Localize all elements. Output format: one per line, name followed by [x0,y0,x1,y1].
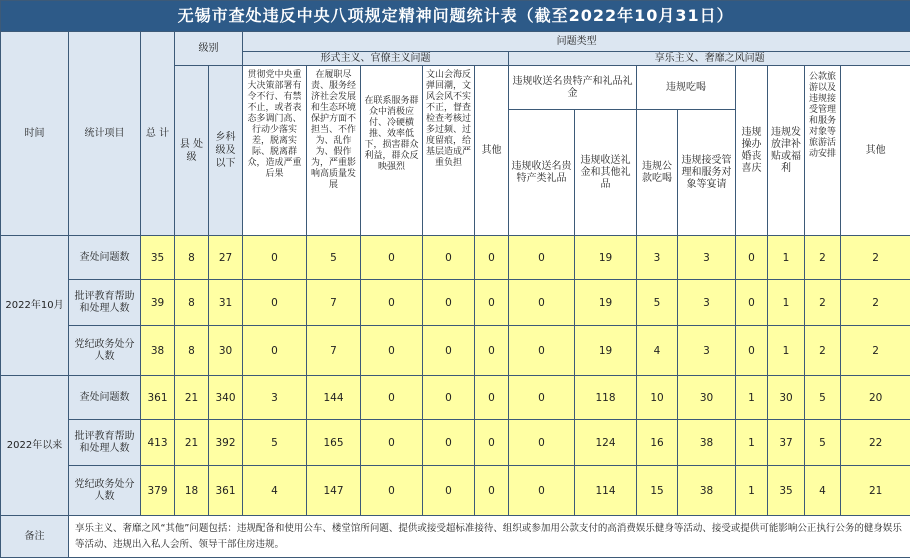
table-cell: 413 [141,420,175,466]
table-cell: 8 [175,326,209,376]
table-cell: 3 [678,326,736,376]
header-time: 时间 [1,32,69,236]
period-label: 2022年10月 [1,236,69,376]
table-cell: 0 [509,326,575,376]
header-level: 级别 [175,32,243,66]
table-cell: 0 [509,420,575,466]
header-hedonism-other: 其他 [841,66,910,236]
table-row [1,466,910,516]
data-body [1,236,910,516]
table-cell: 5 [805,420,841,466]
table-cell: 0 [361,236,423,280]
table-cell: 7 [307,326,361,376]
table-cell: 0 [509,236,575,280]
table-cell: 8 [175,280,209,326]
table-cell: 4 [805,466,841,516]
header-row-1 [1,32,910,52]
table-cell: 0 [361,466,423,516]
table-cell: 1 [768,326,805,376]
header-hedonism-wedding: 违规操办婚丧喜庆 [736,66,768,236]
table-cell: 0 [509,466,575,516]
row-item-label: 批评教育帮助和处理人数 [69,280,141,326]
table-cell: 0 [243,236,307,280]
table-cell: 2 [841,280,910,326]
table-cell: 27 [209,236,243,280]
table-cell: 0 [423,236,475,280]
header-formalism-2: 在履职尽责、服务经济社会发展和生态环境保护方面不担当、不作为、乱作为、假作为，严重影响高质量发展 [307,66,361,236]
header-problem-type: 问题类型 [243,32,910,52]
table-cell: 2 [805,280,841,326]
table-cell: 0 [509,376,575,420]
table-cell: 0 [361,420,423,466]
table-cell: 3 [637,236,678,280]
table-cell: 0 [361,280,423,326]
table-cell: 147 [307,466,361,516]
table-cell: 39 [141,280,175,326]
table-cell: 5 [805,376,841,420]
table-cell: 0 [243,280,307,326]
table-cell: 38 [678,466,736,516]
table-cell: 0 [423,420,475,466]
title-row [1,1,910,32]
table-cell: 19 [575,236,637,280]
table-cell: 118 [575,376,637,420]
table-cell: 379 [141,466,175,516]
table-cell: 38 [678,420,736,466]
table-cell: 1 [768,280,805,326]
note-label: 备注 [1,516,69,558]
table-cell: 0 [475,466,509,516]
table-cell: 4 [637,326,678,376]
header-formalism-other: 其他 [475,66,509,236]
table-cell: 340 [209,376,243,420]
table-cell: 0 [423,376,475,420]
table-cell: 361 [141,376,175,420]
header-item: 统计项目 [69,32,141,236]
table-cell: 22 [841,420,910,466]
row-item-label: 查处问题数 [69,376,141,420]
note-text: 享乐主义、奢靡之风“其他”问题包括：违规配备和使用公车、楼堂馆所问题、提供或接受超标准接待、组织或参加用公款支付的高消费娱乐健身等活动、接受或提供可能影响公正执行公务的健身娱乐等活动、违规出入私人会所、领导干部住房违规。 [69,516,910,558]
table-cell: 7 [307,280,361,326]
table-row [1,326,910,376]
table-cell: 1 [768,236,805,280]
header-gift-b: 违规收送礼金和其他礼品 [575,110,637,236]
table-cell: 144 [307,376,361,420]
table-cell: 114 [575,466,637,516]
table-cell: 3 [678,280,736,326]
table-title: 无锡市查处违反中央八项规定精神问题统计表（截至2022年10月31日） [1,1,910,32]
table-cell: 3 [678,236,736,280]
table-cell: 5 [307,236,361,280]
table-cell: 8 [175,236,209,280]
row-item-label: 党纪政务处分人数 [69,466,141,516]
table-cell: 21 [175,420,209,466]
table-cell: 15 [637,466,678,516]
header-formalism: 形式主义、官僚主义问题 [243,52,509,66]
header-hedonism-allowance: 违规发放津补贴或福利 [768,66,805,236]
table-cell: 1 [736,420,768,466]
header-hedonism: 享乐主义、奢靡之风问题 [509,52,910,66]
table-cell: 0 [475,376,509,420]
table-cell: 0 [475,326,509,376]
table-row [1,376,910,420]
header-hedonism-travel: 公款旅游以及违规接受管理和服务对象等旅游活动安排 [805,66,841,236]
note-row [1,516,910,558]
table-cell: 0 [361,376,423,420]
header-eat-b: 违规接受管理和服务对象等宴请 [678,110,736,236]
table-cell: 0 [736,326,768,376]
table-cell: 31 [209,280,243,326]
row-item-label: 查处问题数 [69,236,141,280]
table-cell: 0 [243,326,307,376]
header-eat-a: 违规公款吃喝 [637,110,678,236]
header-formalism-4: 文山会海反弹回潮，文风会风不实不正，督查检查考核过多过频、过度留痕，给基层造成严重负担 [423,66,475,236]
table-cell: 124 [575,420,637,466]
table-cell: 1 [736,466,768,516]
table-cell: 20 [841,376,910,420]
table-cell: 21 [841,466,910,516]
header-hedonism-eat: 违规吃喝 [637,66,736,110]
table-cell: 35 [141,236,175,280]
table-cell: 0 [475,420,509,466]
period-label: 2022年以来 [1,376,69,516]
header-hedonism-gift: 违规收送名贵特产和礼品礼金 [509,66,637,110]
table-cell: 5 [243,420,307,466]
table-cell: 165 [307,420,361,466]
table-row [1,420,910,466]
header-formalism-1: 贯彻党中央重大决策部署有令不行、有禁不止，或者表态多调门高、行动少落实差，脱离实际、脱离群众，造成严重后果 [243,66,307,236]
table-cell: 35 [768,466,805,516]
table-cell: 16 [637,420,678,466]
table-cell: 30 [678,376,736,420]
table-cell: 38 [141,326,175,376]
row-item-label: 批评教育帮助和处理人数 [69,420,141,466]
header-formalism-3: 在联系服务群众中消极应付、冷硬横推、效率低下，损害群众利益，群众反映强烈 [361,66,423,236]
table-cell: 30 [209,326,243,376]
table-cell: 392 [209,420,243,466]
table-cell: 0 [361,326,423,376]
table-cell: 0 [736,236,768,280]
header-county-level: 县 处 级 [175,66,209,236]
table-cell: 2 [805,236,841,280]
table-cell: 0 [475,280,509,326]
row-item-label: 党纪政务处分人数 [69,326,141,376]
table-cell: 2 [841,236,910,280]
table-cell: 361 [209,466,243,516]
header-township-level: 乡科级及以下 [209,66,243,236]
table-cell: 1 [736,376,768,420]
table-cell: 3 [243,376,307,420]
table-row [1,280,910,326]
table-row [1,236,910,280]
table-cell: 2 [841,326,910,376]
table-cell: 10 [637,376,678,420]
table-cell: 30 [768,376,805,420]
table-cell: 0 [509,280,575,326]
table-cell: 19 [575,280,637,326]
table-cell: 18 [175,466,209,516]
table-cell: 21 [175,376,209,420]
table-cell: 4 [243,466,307,516]
table-cell: 19 [575,326,637,376]
header-total: 总 计 [141,32,175,236]
table-cell: 0 [423,326,475,376]
table-cell: 37 [768,420,805,466]
table-cell: 2 [805,326,841,376]
table-cell: 0 [475,236,509,280]
table-cell: 0 [423,280,475,326]
header-gift-a: 违规收送名贵特产类礼品 [509,110,575,236]
table-cell: 0 [423,466,475,516]
table-cell: 0 [736,280,768,326]
table-cell: 5 [637,280,678,326]
